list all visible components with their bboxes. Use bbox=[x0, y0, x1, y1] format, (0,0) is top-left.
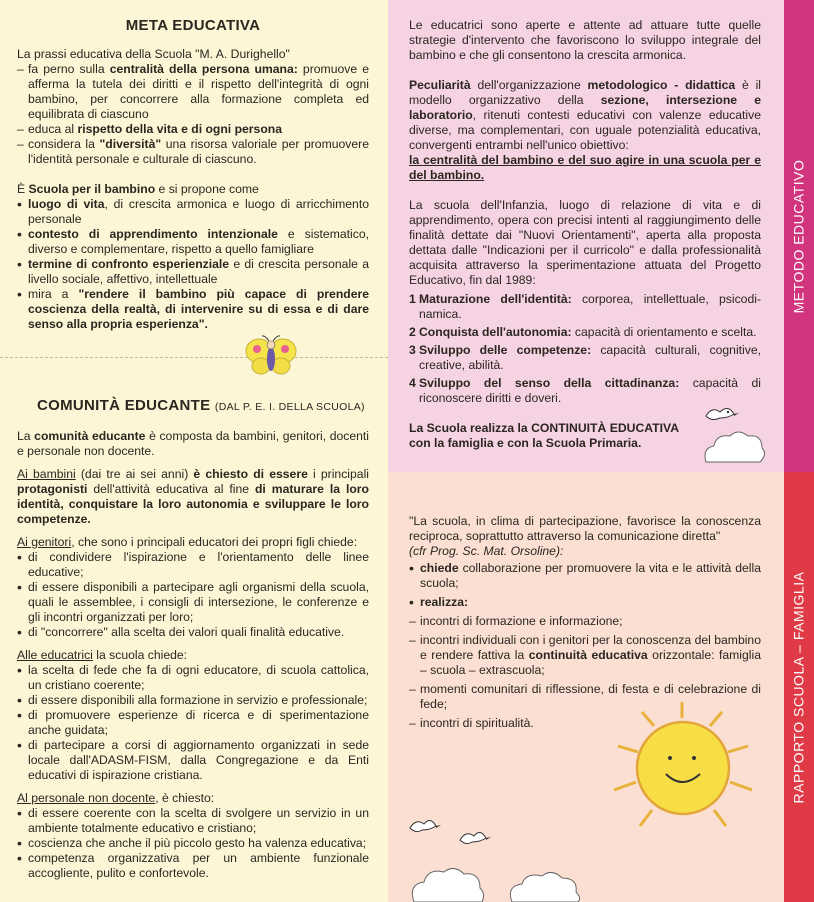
list-item: 4 Sviluppo del senso della cittadinanza: capacità di riconoscere diritti e doveri. bbox=[409, 376, 761, 405]
list-item: – incontri individuali con i genitori per la conoscenza del bambino e rendere fattiva la continuità educativa orizzontale: famiglia – scuola – extrascuola; bbox=[409, 633, 761, 678]
list-item: 3 Sviluppo delle competenze: capacità culturali, cognitive, creative, abilità. bbox=[409, 343, 762, 372]
list-item: • contesto di apprendimento intenzionale e sistematico, diverso e complementare, rispetto a quello famigliare bbox=[17, 227, 369, 257]
method-closing: La Scuola realizza la CONTINUITÀ EDUCATIVA con la famiglia e con la Scuola Primaria. bbox=[409, 421, 679, 450]
list-item: • la scelta di fede che fa di ogni educatore, di scuola cattolica, un cristiano coerente; bbox=[17, 663, 369, 693]
community-children: Ai bambini (dai tre ai sei anni) è chiesto di essere i principali protagonisti dell'attività educativa al fine di maturare la loro identità, conquistare la loro autonomia e sviluppare le loro competenze. bbox=[17, 467, 369, 526]
section-divider bbox=[0, 357, 388, 358]
list-item: • di promuovere esperienze di ricerca e di sperimentazione anche guidata; bbox=[17, 708, 369, 738]
method-paragraph: La scuola dell'Infanzia, luogo di relazione di vita e di apprendimento, opera con precisi intenti al raggiungimento delle finalità dettate dai "Nuovi Orientamenti", aperta alla proposta dettata dalle "Indicazioni per il curricolo" e dalla professionalità acquisita attraverso la sperimentazione attuata del Progetto Educativo, fin dal 1989: bbox=[409, 198, 761, 287]
list-item: • mira a "rendere il bambino più capace di prendere coscienza della realtà, di intervenire su di essa e di dare senso alla propria esperienza". bbox=[17, 287, 369, 332]
list-item: • termine di confronto esperienziale e di crescita personale a livello sociale, affettivo, intellettuale bbox=[17, 257, 369, 287]
community-intro: La comunità educante è composta da bambini, genitori, docenti e personale non docente. bbox=[17, 429, 370, 458]
method-paragraph: Le educatrici sono aperte e attente ad attuare tutte quelle strategie d'intervento che favoriscono lo sviluppo integrale del bambino e che gli consentono la crescita armonica. bbox=[409, 18, 761, 62]
list-item: – incontri di spiritualità. bbox=[409, 716, 761, 731]
list-item: 1 Maturazione dell'identità: corporea, intellettuale, psicodi-namica. bbox=[409, 292, 762, 321]
butterfly-illustration bbox=[243, 334, 299, 378]
side-strip-method bbox=[784, 0, 814, 472]
side-strip-family bbox=[784, 472, 814, 902]
list-item: – considera la "diversità" una risorsa valoriale per promuovere l'identità personale e culturale di ciascuno. bbox=[17, 137, 369, 167]
list-item: • luogo di vita, di crescita armonica e luogo di arricchimento personale bbox=[17, 197, 369, 227]
meta-paragraph: È Scuola per il bambino e si propone come bbox=[17, 182, 259, 196]
list-item: • di "concorrere" alla scelta dei valori quali finalità educative. bbox=[17, 625, 369, 640]
quote-source: (cfr Prog. Sc. Mat. Orsoline): bbox=[409, 544, 564, 558]
list-item: • di condividere l'ispirazione e l'orientamento delle linee educative; bbox=[17, 550, 369, 580]
list-item: • di partecipare a corsi di aggiornamento organizzati in sede locale dall'ADASM-FISM, dalla Congregazione e da Enti educativi di ispirazione cristiana. bbox=[17, 738, 369, 783]
side-label-family: RAPPORTO SCUOLA – FAMIGLIA bbox=[790, 571, 807, 803]
method-section bbox=[409, 18, 761, 451]
list-item: • competenza organizzativa per un ambiente funzionale accogliente, pulito e confortevole. bbox=[17, 851, 369, 881]
community-title: COMUNITÀ EDUCANTE (DAL P. E. I. DELLA SCUOLA) bbox=[37, 397, 365, 414]
community-parents: Ai genitori, che sono i principali educatori dei propri figli chiede: bbox=[17, 535, 358, 549]
school-family-section bbox=[409, 514, 761, 731]
side-label-method: METODO EDUCATIVO bbox=[790, 159, 807, 313]
list-item: • di essere disponibili a partecipare agli organismi della scuola, quali le assemblee, i consigli di intersezione, le conferenze e gli incontri organizzati per loro; bbox=[17, 580, 369, 625]
meta-section bbox=[17, 18, 369, 332]
list-item: • realizza: bbox=[409, 595, 761, 610]
list-item: – momenti comunitari di riflessione, di festa e di celebrazione di fede; bbox=[409, 682, 761, 712]
meta-intro: La prassi educativa della Scuola "M. A. Durighello" bbox=[17, 47, 290, 61]
list-item: 2 Conquista dell'autonomia: capacità di orientamento e scelta. bbox=[409, 325, 757, 339]
community-staff: Al personale non docente, è chiesto: bbox=[17, 791, 215, 805]
birds-clouds-illustration bbox=[404, 812, 584, 902]
method-objective: la centralità del bambino e del suo agire in una scuola per e del bambino. bbox=[409, 153, 761, 182]
method-paragraph: Peculiarità dell'organizzazione metodologico - didattica è il modello organizzativo della sezione, intersezione e laboratorio, ritenuti contesti educativi con valenze educative diverse, ma complementari, con uguale potenzialità educativa, convergenti entrambi nell'unico obiettivo: bbox=[409, 78, 761, 152]
sun-illustration bbox=[590, 700, 770, 840]
list-item: – incontri di formazione e informazione; bbox=[409, 614, 761, 629]
list-item: • di essere disponibili alla formazione in servizio e professionale; bbox=[17, 693, 369, 708]
list-item: – fa perno sulla centralità della persona umana: promuove e afferma la tutela dei diritti e il rispetto dell'integrità di ogni bambino, per concorrere alla formazione completa ed equilibrata di ciascuno bbox=[17, 62, 369, 122]
list-item: • chiede collaborazione per promuovere la vita e le attività della scuola; bbox=[409, 561, 761, 591]
quote: "La scuola, in clima di partecipazione, favorisce la conoscenza reciproca, soprattutto attraverso la comunicazione diretta" bbox=[409, 514, 761, 543]
list-item: • coscienza che anche il più piccolo gesto ha valenza educativa; bbox=[17, 836, 369, 851]
community-teachers: Alle educatrici la scuola chiede: bbox=[17, 648, 188, 662]
bird-cloud-illustration bbox=[698, 402, 768, 468]
community-section bbox=[17, 398, 369, 881]
list-item: – educa al rispetto della vita e di ogni persona bbox=[17, 122, 369, 137]
meta-title: META EDUCATIVA bbox=[125, 17, 261, 34]
list-item: • di essere coerente con la scelta di svolgere un servizio in un ambiente totalmente educativo e cristiano; bbox=[17, 806, 369, 836]
